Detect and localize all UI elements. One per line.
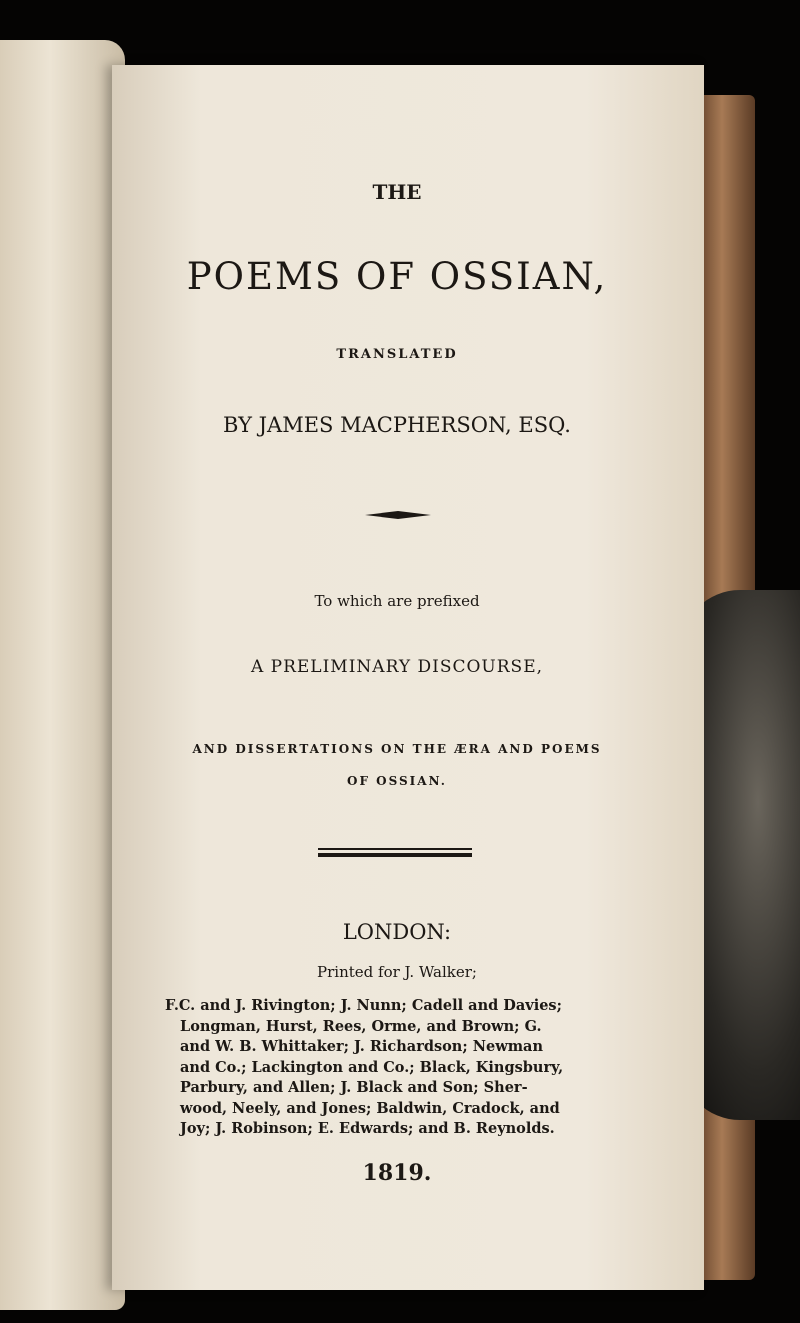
imprint [165,996,627,1140]
publication-year: 1819. [362,1160,432,1186]
dissertations-line-2: OF OSSIAN. [347,774,447,788]
imprint-line: Longman, Hurst, Rees, Orme, and Brown; G. [180,1017,542,1035]
imprint-line: Joy; J. Robinson; E. Edwards; and B. Reynolds. [180,1120,555,1137]
translated-label: TRANSLATED [336,347,458,362]
place-of-publication: LONDON: [342,920,452,944]
imprint-line: Parbury, and Allen; J. Black and Son; Sher- [180,1079,528,1096]
imprint-line: and Co.; Lackington and Co.; Black, Kingsbury, [180,1058,564,1076]
left-page [0,40,125,1310]
discourse-line: A PRELIMINARY DISCOURSE, [250,657,544,677]
prefixed-line: To which are prefixed [314,592,480,610]
dissertations-line-1: AND DISSERTATIONS ON THE ÆRA AND POEMS [192,742,602,756]
imprint-line: and W. B. Whittaker; J. Richardson; Newman [180,1038,543,1055]
title-the: THE [372,180,422,204]
printed-for-line: Printed for J. Walker; [317,963,477,981]
imprint-line: wood, Neely, and Jones; Baldwin, Cradock, and [180,1099,560,1117]
dissertations-line [112,733,682,797]
double-rule [318,848,472,857]
imprint-line: F.C. and J. Rivington; J. Nunn; Cadell and Davies; [165,997,562,1014]
book-title: POEMS OF OSSIAN, [186,255,608,298]
author-line: BY JAMES MACPHERSON, ESQ. [223,413,571,437]
